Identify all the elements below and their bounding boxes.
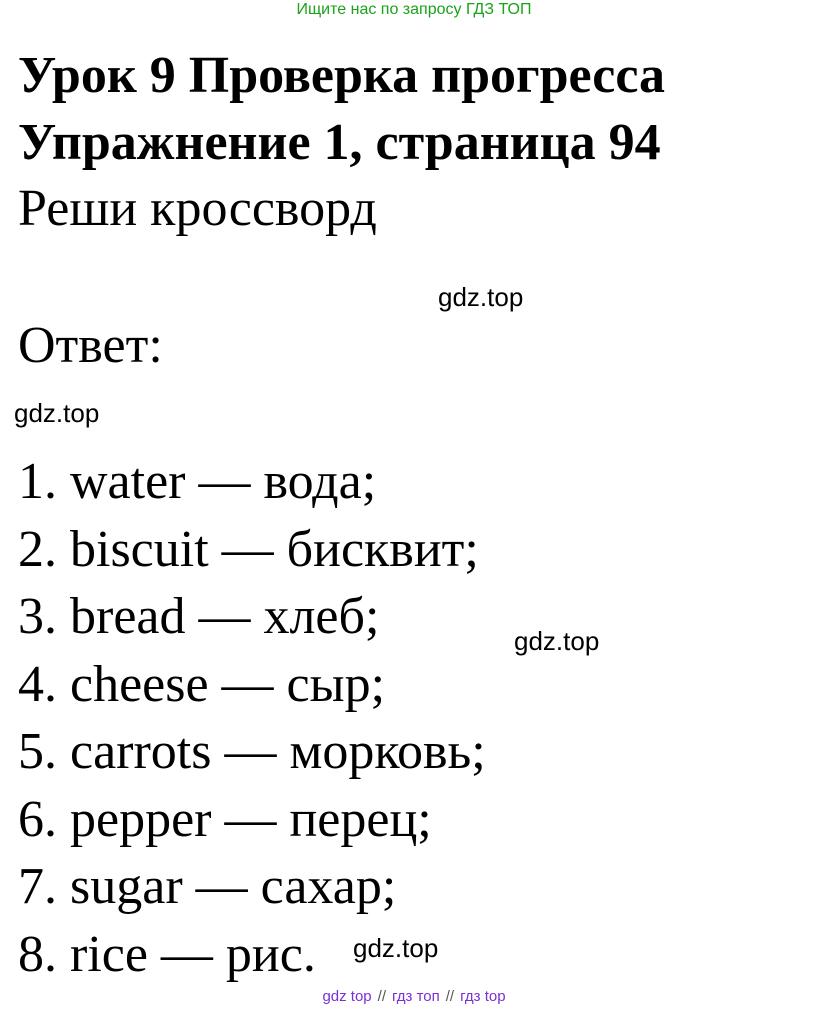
- top-banner: Ищите нас по запросу ГДЗ ТОП: [296, 1, 532, 18]
- task-text: Реши кроссворд: [18, 180, 377, 237]
- answer-item-4: 4. cheese — сыр;: [18, 655, 386, 713]
- watermark: gdz.top: [438, 282, 524, 312]
- answer-item-7: 7. sugar — сахар;: [18, 858, 397, 915]
- footer-separator: //: [445, 988, 455, 1005]
- lesson-title: Урок 9 Проверка прогресса: [18, 47, 666, 104]
- footer-links: [0, 988, 828, 1005]
- answer-item-2: 2. biscuit — бисквит;: [18, 520, 479, 578]
- watermark: gdz.top: [353, 933, 439, 963]
- watermark: gdz.top: [14, 398, 100, 428]
- answer-item-8: 8. rice — рис.: [18, 925, 316, 983]
- footer-link[interactable]: гдз top: [460, 988, 506, 1005]
- answer-item-5: 5. carrots — морковь;: [18, 723, 486, 780]
- footer-link[interactable]: гдз топ: [392, 988, 440, 1005]
- exercise-title: Упражнение 1, страница 94: [18, 114, 661, 171]
- watermark: gdz.top: [514, 626, 600, 656]
- answer-item-3: 3. bread — хлеб;: [18, 588, 380, 645]
- answer-list: [18, 448, 486, 988]
- footer-link[interactable]: gdz top: [322, 988, 372, 1005]
- footer-separator: //: [377, 988, 386, 1005]
- answer-label: Ответ:: [18, 317, 163, 374]
- answer-item-6: 6. pepper — перец;: [18, 790, 432, 848]
- answer-item-1: 1. water — вода;: [18, 453, 377, 510]
